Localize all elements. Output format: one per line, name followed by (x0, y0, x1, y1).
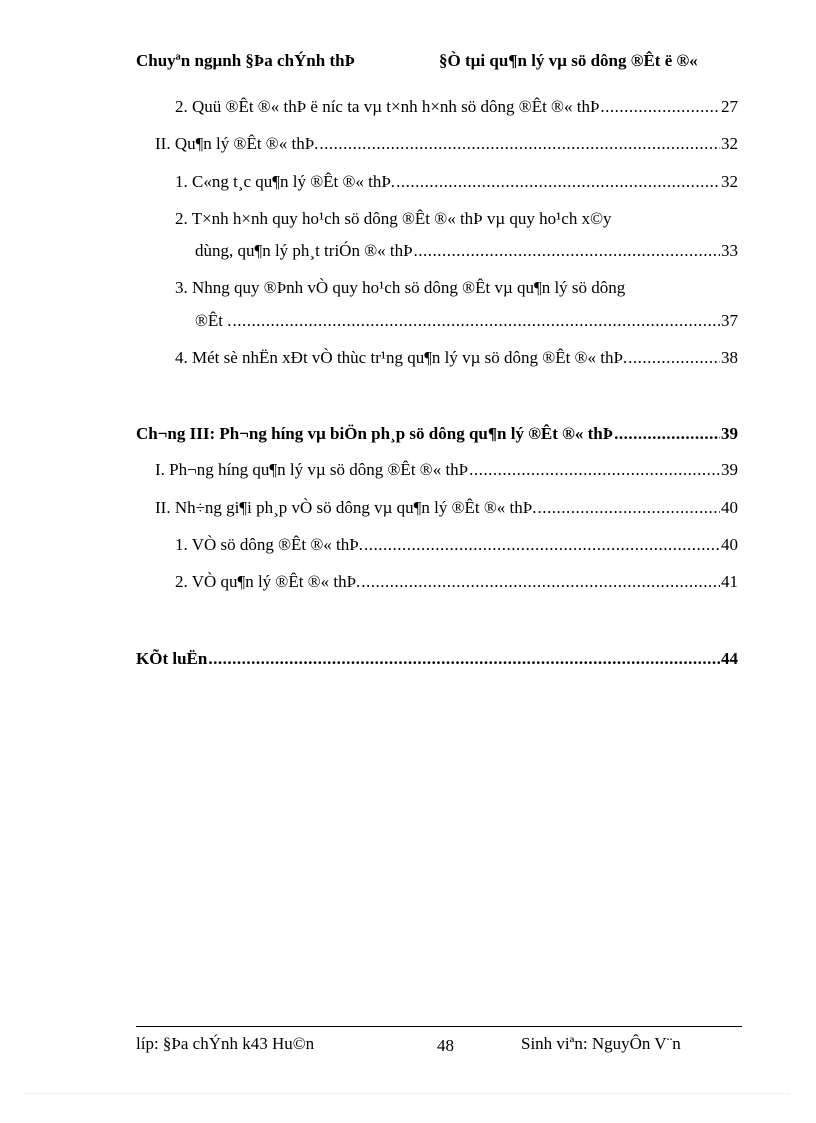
toc-page-number: 32 (721, 134, 738, 153)
dot-leader (537, 497, 720, 518)
toc-entry-tinh-hinh-line1[interactable]: 2. T×nh h×nh quy ho¹ch sö dông ®Êt ®« thÞ vµ quy ho¹ch x©y (175, 209, 612, 228)
toc-entry-label: 2. Quü ®Êt ®« thÞ ë níc ta vµ t×nh h×nh sö dông ®Êt ®« thÞ (175, 97, 600, 116)
toc-entry-label: 1. VÒ sö dông ®Êt ®« thÞ. (175, 535, 363, 554)
toc-entry-phuong-huong[interactable] (155, 459, 738, 480)
toc-entry-cong-tac[interactable] (175, 171, 738, 192)
toc-entry-label: dùng, qu¶n lý ph¸t triÓn ®« thÞ (195, 241, 413, 260)
dot-leader (364, 534, 720, 555)
dot-leader (208, 648, 720, 669)
dot-leader (614, 423, 720, 444)
toc-entry-label: II. Nh÷ng gi¶i ph¸p vÒ sö dông vµ qu¶n lý ®Êt ®« thÞ. (155, 498, 537, 517)
toc-page-number: 33 (721, 241, 738, 260)
toc-entry-giai-phap[interactable] (155, 497, 738, 518)
toc-entry-label: Ch¬ng III: Ph¬ng híng vµ biÖn ph¸p sö dông qu¶n lý ®Êt ®« thÞ (136, 424, 614, 443)
footer-right-text: Sinh viªn: NguyÔn V¨n (521, 1034, 681, 1053)
page-header (136, 50, 741, 92)
toc-entry-quy-dat[interactable] (175, 96, 738, 117)
toc-entry-label: 1. C«ng t¸c qu¶n lý ®Êt ®« thÞ. (175, 172, 396, 191)
page-edge-divider (26, 1093, 790, 1094)
toc-page-number: 41 (721, 572, 738, 591)
toc-page-number: 44 (721, 649, 738, 668)
toc-entry-label: KÕt luËn (136, 649, 208, 668)
toc-entry-ve-quan-ly[interactable] (175, 571, 738, 592)
toc-entry-label: ®Êt . (195, 311, 232, 330)
toc-entry-label: II. Qu¶n lý ®Êt ®« thÞ. (155, 134, 319, 153)
toc-page-number: 38 (721, 348, 738, 367)
toc-entry-label: I. Ph¬ng híng qu¶n lý vµ sö dông ®Êt ®« thÞ (155, 460, 469, 479)
dot-leader (396, 171, 720, 192)
toc-entry-ket-luan[interactable] (136, 648, 738, 669)
dot-leader (628, 347, 720, 368)
dot-leader (361, 571, 720, 592)
dot-leader (414, 240, 720, 261)
footer-left-text: líp: §Þa chÝnh k43 Hu©n (136, 1034, 315, 1053)
toc-page-number: 40 (721, 498, 738, 517)
footer-page-number: 48 (437, 1036, 454, 1055)
footer-divider (136, 1026, 742, 1027)
toc-page-number: 39 (721, 424, 738, 443)
toc-entry-tinh-hinh[interactable] (195, 240, 738, 261)
toc-entry-ve-su-dung[interactable] (175, 534, 738, 555)
toc-entry-chuong-3[interactable] (136, 423, 738, 444)
toc-entry-quan-ly-dat[interactable] (155, 133, 738, 154)
toc-page-number: 39 (721, 460, 738, 479)
toc-entry-quy-dinh[interactable] (195, 310, 738, 331)
toc-entry-label: 4. Mét sè nhËn xÐt vÒ thùc tr¹ng qu¶n lý vµ sö dông ®Êt ®« thÞ. (175, 348, 628, 367)
dot-leader (600, 96, 720, 117)
toc-page-number: 27 (721, 97, 738, 116)
dot-leader (469, 459, 720, 480)
toc-entry-nhan-xet[interactable] (175, 347, 738, 368)
toc-page-number: 37 (721, 311, 738, 330)
dot-leader (233, 310, 720, 331)
header-left-text: Chuyªn ngµnh §Þa chÝnh thÞ (136, 51, 355, 70)
toc-entry-quy-dinh-line1[interactable]: 3. Nhng quy ®Þnh vÒ quy ho¹ch sö dông ®Êt vµ qu¶n lý sö dông (175, 278, 626, 297)
toc-page-number: 40 (721, 535, 738, 554)
header-right-text: §Ò tµi qu¶n lý vµ sö dông ®Êt ë ®« (439, 51, 698, 70)
toc-entry-label: 2. VÒ qu¶n lý ®Êt ®« thÞ. (175, 572, 361, 591)
toc-page-number: 32 (721, 172, 738, 191)
dot-leader (319, 133, 720, 154)
